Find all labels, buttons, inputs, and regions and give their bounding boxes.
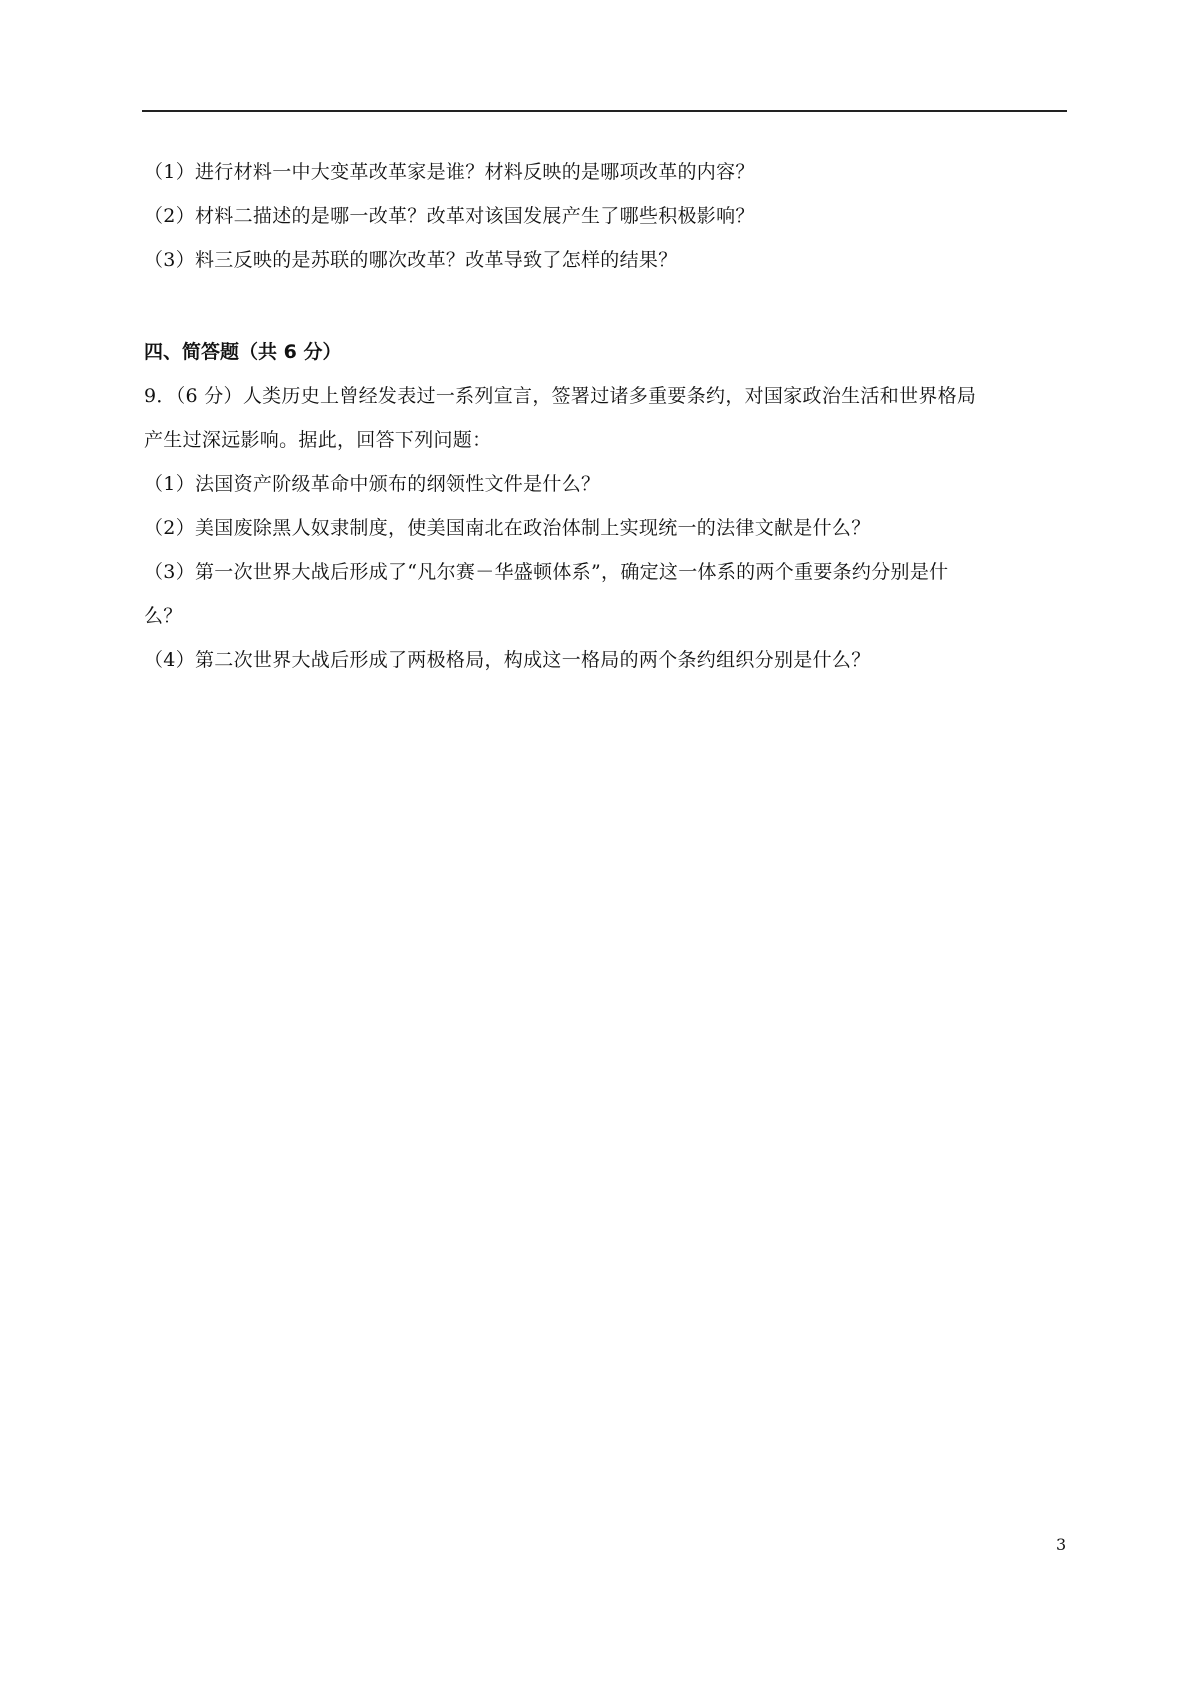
- page-content: [144, 150, 1069, 682]
- header-rule: [142, 110, 1067, 112]
- question-9-sub-3-continued: 么？: [144, 605, 183, 627]
- question-9-stem-line-1: 9．（6 分）人类历史上曾经发表过一系列宣言，签署过诸多重要条约，对国家政治生活和世界格局: [144, 385, 977, 407]
- section-gap: [144, 282, 1069, 330]
- question-9-sub-3: （3）第一次世界大战后形成了“凡尔赛－华盛顿体系”，确定这一体系的两个重要条约分别是什: [144, 561, 949, 583]
- prev-question-1: （1）进行材料一中大变革改革家是谁？材料反映的是哪项改革的内容？: [144, 161, 755, 183]
- section-4-heading: 四、简答题（共 6 分）: [144, 341, 342, 363]
- question-9-sub-1: （1）法国资产阶级革命中颁布的纲领性文件是什么？: [144, 473, 601, 495]
- prev-question-2: （2）材料二描述的是哪一改革？改革对该国发展产生了哪些积极影响？: [144, 205, 755, 227]
- prev-question-3: （3）料三反映的是苏联的哪次改革？改革导致了怎样的结果？: [144, 249, 678, 271]
- question-9-stem-line-2: 产生过深远影响。据此，回答下列问题：: [144, 429, 492, 451]
- question-9-sub-4: （4）第二次世界大战后形成了两极格局，构成这一格局的两个条约组织分别是什么？: [144, 649, 871, 671]
- page-number: 3: [1056, 1535, 1067, 1554]
- question-9-sub-2: （2）美国废除黑人奴隶制度，使美国南北在政治体制上实现统一的法律文献是什么？: [144, 517, 871, 539]
